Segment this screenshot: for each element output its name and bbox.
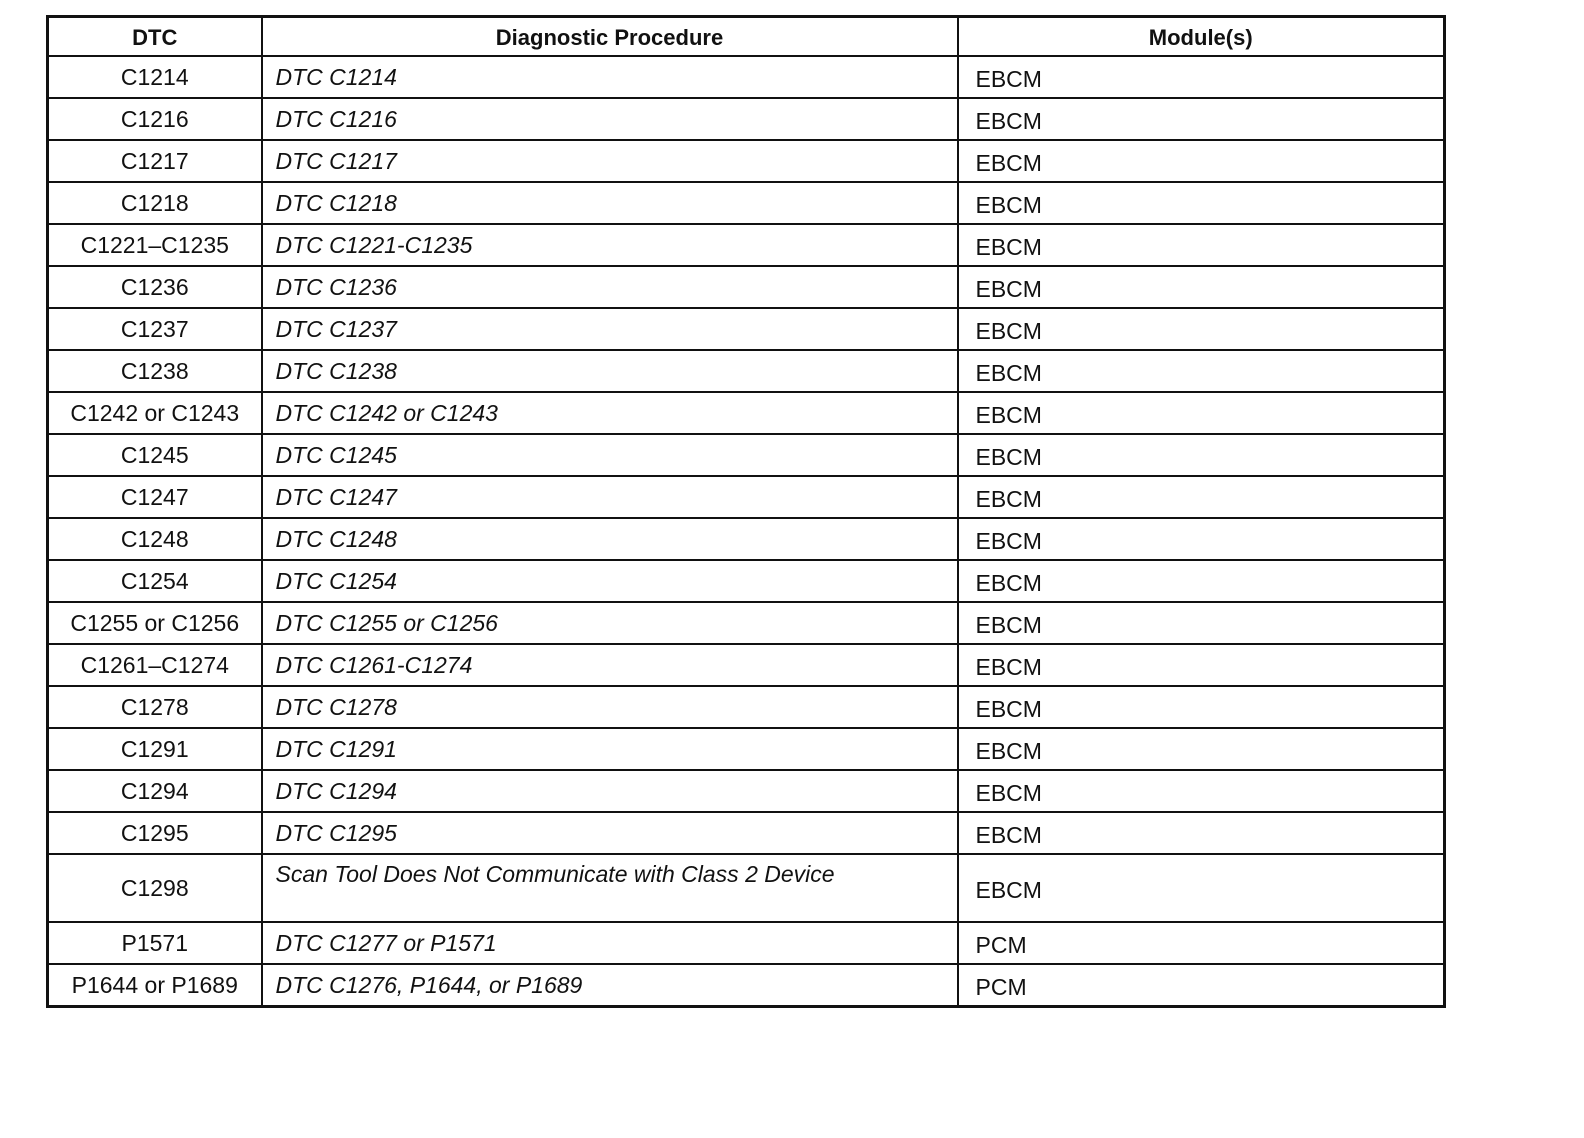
table-row [48,224,1445,266]
dtc-cell: C1236 [48,266,262,308]
dtc-cell: C1247 [48,476,262,518]
dtc-cell: P1644 or P1689 [48,964,262,1007]
table-row [48,686,1445,728]
module-cell: EBCM [958,686,1445,728]
procedure-link[interactable]: DTC C1248 [262,518,958,560]
module-cell: EBCM [958,728,1445,770]
dtc-cell: C1255 or C1256 [48,602,262,644]
procedure-link[interactable]: Scan Tool Does Not Communicate with Class 2 Device [262,854,958,922]
module-cell: EBCM [958,350,1445,392]
dtc-cell: C1294 [48,770,262,812]
dtc-cell: C1217 [48,140,262,182]
procedure-link[interactable]: DTC C1214 [262,56,958,98]
dtc-cell: C1261–C1274 [48,644,262,686]
procedure-link[interactable]: DTC C1217 [262,140,958,182]
module-cell: EBCM [958,434,1445,476]
procedure-link[interactable]: DTC C1247 [262,476,958,518]
dtc-cell: C1248 [48,518,262,560]
module-cell: EBCM [958,770,1445,812]
table-row [48,644,1445,686]
procedure-link[interactable]: DTC C1276, P1644, or P1689 [262,964,958,1007]
procedure-link[interactable]: DTC C1238 [262,350,958,392]
module-cell: EBCM [958,308,1445,350]
procedure-link[interactable]: DTC C1277 or P1571 [262,922,958,964]
table-row [48,476,1445,518]
module-cell: EBCM [958,560,1445,602]
dtc-cell: C1221–C1235 [48,224,262,266]
table-row [48,140,1445,182]
table-row [48,392,1445,434]
procedure-link[interactable]: DTC C1255 or C1256 [262,602,958,644]
module-cell: EBCM [958,266,1445,308]
module-cell: EBCM [958,476,1445,518]
procedure-link[interactable]: DTC C1218 [262,182,958,224]
header-row [48,17,1445,57]
procedure-link[interactable]: DTC C1291 [262,728,958,770]
table-row [48,308,1445,350]
dtc-cell: C1238 [48,350,262,392]
module-cell: EBCM [958,56,1445,98]
header-modules: Module(s) [958,17,1445,57]
dtc-cell: C1218 [48,182,262,224]
module-cell: EBCM [958,854,1445,922]
table-row [48,434,1445,476]
dtc-cell: C1291 [48,728,262,770]
dtc-cell: C1245 [48,434,262,476]
module-cell: EBCM [958,98,1445,140]
table-row [48,518,1445,560]
procedure-link[interactable]: DTC C1245 [262,434,958,476]
procedure-link[interactable]: DTC C1295 [262,812,958,854]
table-row [48,770,1445,812]
table-row [48,812,1445,854]
dtc-cell: C1254 [48,560,262,602]
module-cell: EBCM [958,602,1445,644]
table-row [48,98,1445,140]
procedure-link[interactable]: DTC C1294 [262,770,958,812]
table-row [48,854,1445,922]
dtc-cell: C1295 [48,812,262,854]
module-cell: EBCM [958,182,1445,224]
header-diagnostic-procedure: Diagnostic Procedure [262,17,958,57]
table-row [48,922,1445,964]
table-row [48,350,1445,392]
module-cell: PCM [958,922,1445,964]
procedure-link[interactable]: DTC C1216 [262,98,958,140]
procedure-link[interactable]: DTC C1236 [262,266,958,308]
table-row [48,56,1445,98]
dtc-cell: C1216 [48,98,262,140]
header-dtc: DTC [48,17,262,57]
table-row [48,182,1445,224]
module-cell: EBCM [958,392,1445,434]
dtc-cell: C1298 [48,854,262,922]
procedure-link[interactable]: DTC C1278 [262,686,958,728]
module-cell: EBCM [958,518,1445,560]
module-cell: EBCM [958,140,1445,182]
dtc-cell: C1237 [48,308,262,350]
module-cell: EBCM [958,644,1445,686]
dtc-table [46,15,1446,1008]
dtc-cell: C1242 or C1243 [48,392,262,434]
dtc-cell: P1571 [48,922,262,964]
table-row [48,964,1445,1007]
procedure-link[interactable]: DTC C1254 [262,560,958,602]
procedure-link[interactable]: DTC C1261-C1274 [262,644,958,686]
procedure-link[interactable]: DTC C1242 or C1243 [262,392,958,434]
dtc-cell: C1214 [48,56,262,98]
dtc-cell: C1278 [48,686,262,728]
table-row [48,602,1445,644]
procedure-link[interactable]: DTC C1221-C1235 [262,224,958,266]
module-cell: EBCM [958,224,1445,266]
module-cell: EBCM [958,812,1445,854]
table-row [48,728,1445,770]
table-row [48,266,1445,308]
module-cell: PCM [958,964,1445,1007]
table-row [48,560,1445,602]
procedure-link[interactable]: DTC C1237 [262,308,958,350]
